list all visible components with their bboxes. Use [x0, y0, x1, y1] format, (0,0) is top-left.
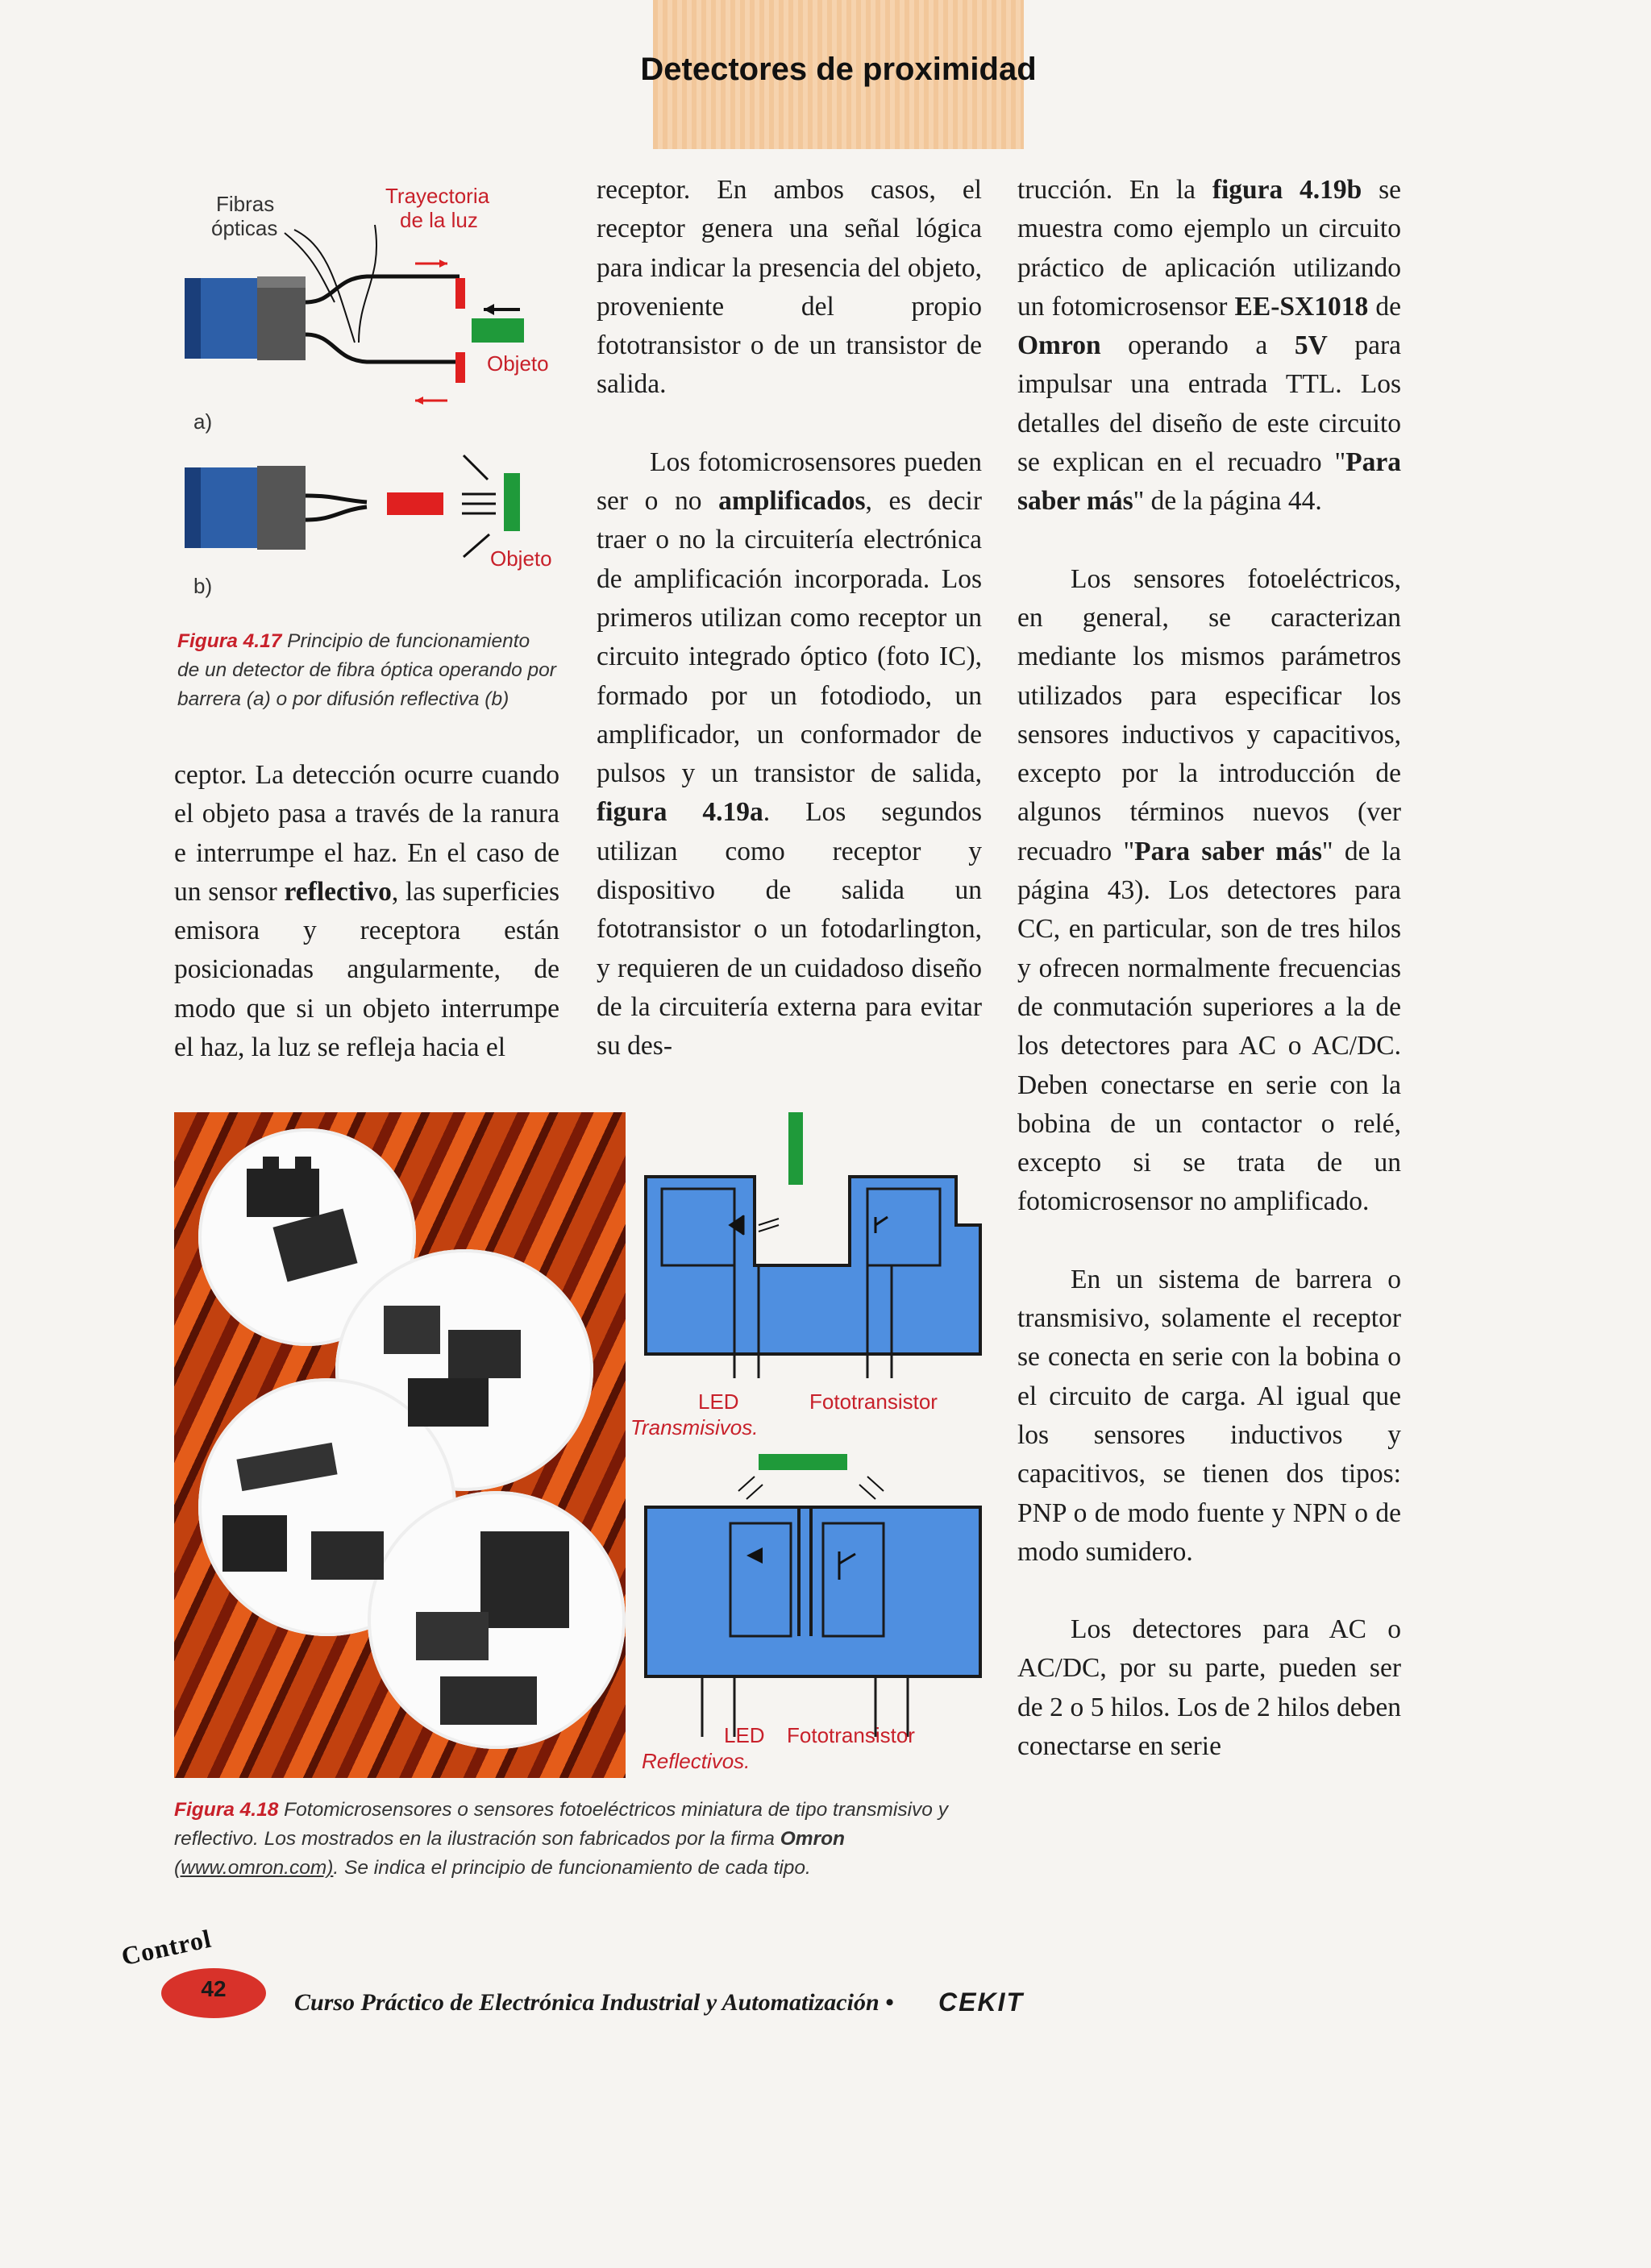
fig417-label-objeto-a: Objeto	[487, 351, 549, 376]
col1-bold: reflectivo	[284, 876, 392, 907]
col1-text: ceptor. La detección ocurre cuando el objeto pasa a través de la ranura e interrumpe el haz. En el caso de un sensor	[174, 760, 559, 907]
refl-led-label: LED	[724, 1723, 765, 1747]
fig417-label-b: b)	[193, 574, 213, 598]
trans-foto-label: Fototransistor	[809, 1389, 938, 1414]
object-a	[472, 318, 524, 343]
object-b	[504, 473, 520, 531]
col3-p3: En un sistema de barrera o transmisivo, solamente el receptor se conecta en serie con la bobina o el circuito de carga. Al igual que los sensores inductivos y capacitivos, se tienen dos tipos: PNP o de modo fuente y NPN o de modo sumidero.	[1017, 1264, 1401, 1567]
col3-p4: Los detectores para AC o AC/DC, por su parte, pueden ser de 2 o 5 hilos. Los de 2 hilos deben conectarse en serie	[1017, 1614, 1401, 1761]
receiver-a	[455, 352, 465, 383]
column-3	[1017, 171, 1401, 1766]
caption-text: Principio de funcionamiento de un detector de fibra óptica operando por barrera (a) o por difusión reflectiva (b)	[177, 630, 556, 710]
col3-p2: Los sensores fotoeléctricos, en general, se caracterizan mediante los mismos parámetros utilizados para especificar los sensores inductivos y capacitivos, excepto por la introducción de algunos términos nuevos (ver recuadro "Para saber más" de la página 43). Los detectores para CC, en particular, son de tres hilos y ofrecen normalmente frecuencias de conmutación superiores a la de los detectores para AC o AC/DC. Deben conectarse en serie con la bobina de un contactor o relé, excepto si se trata de un fotomicrosensor no amplificado.	[1017, 563, 1401, 1217]
trans-object	[788, 1112, 803, 1185]
footer-course: Curso Práctico de Electrónica Industrial y Automatización •	[294, 1989, 894, 2016]
col3-p1: trucción. En la figura 4.19b se muestra como ejemplo un circuito práctico de aplicación utilizando un fotomicrosensor EE-SX1018 de Omron operando a 5V para impulsar una entrada TTL. Los detalles del diseño de este circuito se explican en el recuadro "Para saber más" de la página 44.	[1017, 175, 1402, 517]
fig417-label-objeto-b: Objeto	[490, 546, 552, 571]
fig417-label-delaluz: de la luz	[400, 208, 478, 232]
fig417-label-trayectoria: Trayectoria	[385, 184, 490, 208]
fig417-label-opticas: ópticas	[211, 216, 278, 240]
footer-brand: CEKIT	[938, 1988, 1024, 2017]
refl-housing	[646, 1507, 980, 1676]
figure-4-17-caption	[177, 627, 556, 714]
column-2	[597, 171, 982, 1066]
col1-rest: , las superficies emisora y receptora están posicionadas angularmente, de modo que si un objeto interrumpe el haz, la luz se refleja hacia el	[174, 876, 559, 1063]
refl-title: Reflectivos.	[642, 1749, 751, 1773]
column-1	[174, 756, 559, 1067]
emitter-b	[387, 492, 443, 515]
col2-p2: Los fotomicrosensores pueden ser o no amplificados, es decir traer o no la circuitería electrónica de amplificación incorporada. Los primeros utilizan como receptor un circuito integrado óptico (foto IC), formado por un fotodiodo, un amplificador, un conformador de pulsos y un transistor de salida, figura 4.19a. Los segundos utilizan como receptor y dispositivo de salida un fototransistor o un fotodarlington, y requieren de un cuidadoso diseño de la circuitería externa para evitar su des-	[597, 447, 982, 1061]
fiber-connector-b	[257, 466, 306, 550]
refl-foto-label: Fototransistor	[787, 1723, 915, 1747]
page-number: 42	[201, 1976, 227, 2001]
trans-title: Transmisivos.	[630, 1415, 759, 1439]
figure-4-18-diagrams	[626, 1112, 1004, 1789]
control-logo: Control	[119, 1923, 214, 1971]
fiber-connector-a	[257, 276, 306, 360]
figure-4-18-caption: Figura 4.18 Fotomicrosensores o sensores fotoeléctricos miniatura de tipo transmisivo y reflectivo. Los mostrados en la ilustración son fabricados por la firma Omron (www.omron.com). Se indica el principio de funcionamiento de cada tipo.	[174, 1799, 948, 1879]
fig417-label-a: a)	[193, 409, 213, 434]
emitter-a	[455, 278, 465, 309]
refl-object	[759, 1454, 847, 1470]
fig417-label-fibras: Fibras	[216, 192, 275, 216]
caption-label: Figura 4.17	[177, 630, 282, 652]
trans-led-label: LED	[698, 1389, 739, 1414]
col2-p1: receptor. En ambos casos, el receptor genera una señal lógica para indicar la presencia del objeto, proveniente del propio fototransistor o de un transistor de salida.	[597, 175, 982, 400]
page-title: Detectores de proximidad	[640, 52, 1037, 87]
figure-4-18-photo	[174, 1112, 626, 1778]
